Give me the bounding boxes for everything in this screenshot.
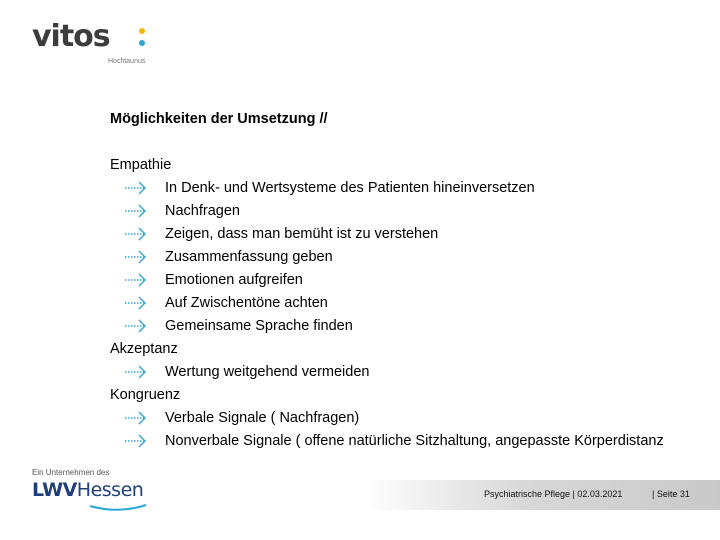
- vitos-logo: [32, 18, 146, 65]
- arrow-bullet-icon: [124, 433, 148, 449]
- logo-wordmark: vitos: [32, 19, 110, 54]
- bullet-text: Zusammenfassung geben: [165, 249, 333, 265]
- section-heading: Empathie: [110, 157, 172, 173]
- section-heading: Kongruenz: [110, 387, 181, 403]
- bullet-text: Gemeinsame Sprache finden: [165, 318, 353, 334]
- lwv-swoosh-icon: [88, 502, 148, 512]
- bullet-item: [110, 407, 670, 430]
- footer-page-number: | Seite 31: [652, 489, 690, 499]
- arrow-bullet-icon: [124, 410, 148, 426]
- bullet-text: Zeigen, dass man bemüht ist zu verstehen: [165, 226, 439, 242]
- bullet-item: [110, 315, 670, 338]
- slide-title: Möglichkeiten der Umsetzung //: [110, 111, 328, 127]
- company-prefix: Ein Unternehmen des: [32, 468, 110, 477]
- bullet-text: Auf Zwischentöne achten: [165, 295, 328, 311]
- bullet-item: [110, 223, 670, 246]
- arrow-bullet-icon: [124, 364, 148, 380]
- bullet-item: [110, 361, 670, 384]
- bullet-text: Emotionen aufgreifen: [165, 272, 303, 288]
- lwv-wordmark: [32, 479, 143, 501]
- bullet-item: [110, 292, 670, 315]
- footer-topic-date: Psychiatrische Pflege | 02.03.2021: [484, 489, 623, 499]
- bullet-text: Verbale Signale ( Nachfragen): [165, 410, 360, 426]
- bullet-text: In Denk- und Wertsysteme des Patienten hineinversetzen: [165, 180, 535, 196]
- lwv-hessen-logo: [32, 468, 143, 501]
- bullet-item: [110, 269, 670, 292]
- bullet-text: Wertung weitgehend vermeiden: [165, 364, 370, 380]
- bullet-item: [110, 177, 670, 200]
- arrow-bullet-icon: [124, 249, 148, 265]
- arrow-bullet-icon: [124, 180, 148, 196]
- arrow-bullet-icon: [124, 272, 148, 288]
- logo-colon-icon: [139, 28, 145, 50]
- lwv-abbrev: LWV: [32, 479, 77, 501]
- bullet-item: [110, 246, 670, 269]
- bullet-text: Nonverbale Signale ( offene natürliche Sitzhaltung, angepasste Körperdistanz: [165, 433, 664, 449]
- arrow-bullet-icon: [124, 295, 148, 311]
- lwv-hessen: Hessen: [76, 479, 144, 501]
- arrow-bullet-icon: [124, 203, 148, 219]
- bullet-item: [110, 200, 670, 223]
- logo-subtitle: Hochtaunus: [108, 58, 146, 65]
- section-heading: Akzeptanz: [110, 341, 178, 357]
- arrow-bullet-icon: [124, 226, 148, 242]
- arrow-bullet-icon: [124, 318, 148, 334]
- slide-content: [110, 154, 670, 453]
- bullet-item: [110, 430, 670, 453]
- logo-dot-blue: [139, 40, 145, 46]
- bullet-text: Nachfragen: [165, 203, 240, 219]
- logo-dot-yellow: [139, 28, 145, 34]
